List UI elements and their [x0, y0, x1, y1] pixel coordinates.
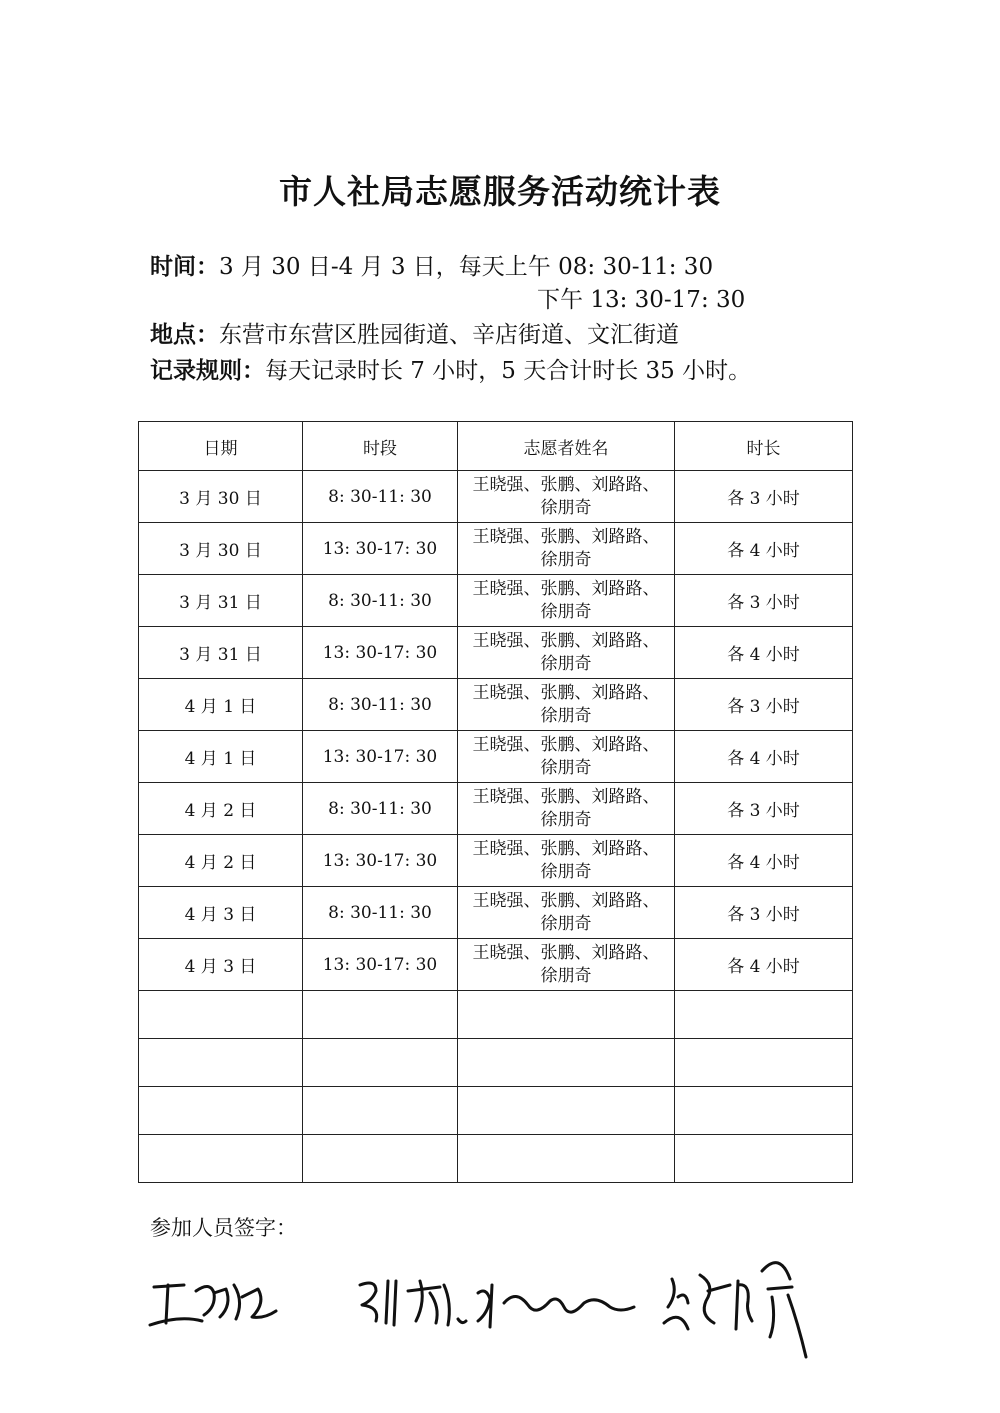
names-line-2: 徐朋奇 — [540, 861, 592, 882]
names-line-2: 徐朋奇 — [540, 913, 592, 934]
cell-date: 4 月 1 日 — [139, 731, 303, 783]
cell-date: 4 月 2 日 — [139, 835, 303, 887]
table-row — [139, 471, 853, 523]
place-value: 东营市东营区胜园街道、辛店街道、文汇街道 — [219, 322, 679, 348]
document-title: 市人社局志愿服务活动统计表 — [279, 172, 721, 211]
cell-names — [458, 575, 675, 627]
cell-names — [458, 835, 675, 887]
table-header-row — [139, 422, 853, 471]
cell-duration: 各 4 小时 — [675, 731, 853, 783]
blank-cell — [675, 1135, 853, 1183]
names-line-2: 徐朋奇 — [540, 549, 592, 570]
time-label: 时间： — [150, 254, 219, 280]
names-line-2: 徐朋奇 — [540, 705, 592, 726]
blank-cell — [675, 1039, 853, 1087]
header-duration: 时长 — [675, 422, 853, 471]
rule-line — [150, 356, 751, 386]
cell-period: 8: 30-11: 30 — [303, 887, 458, 939]
cell-names — [458, 471, 675, 523]
volunteer-stats-table — [138, 421, 853, 1183]
cell-duration: 各 4 小时 — [675, 627, 853, 679]
cell-duration: 各 3 小时 — [675, 887, 853, 939]
cell-duration: 各 3 小时 — [675, 471, 853, 523]
names-line-2: 徐朋奇 — [540, 809, 592, 830]
time-line — [150, 252, 713, 282]
blank-cell — [139, 1135, 303, 1183]
table-row — [139, 887, 853, 939]
names-line-1: 王晓强、张鹏、刘路路、 — [472, 474, 660, 495]
blank-cell — [675, 991, 853, 1039]
cell-period: 13: 30-17: 30 — [303, 523, 458, 575]
names-line-1: 王晓强、张鹏、刘路路、 — [472, 890, 660, 911]
names-line-2: 徐朋奇 — [540, 965, 592, 986]
blank-row — [139, 991, 853, 1039]
cell-period: 8: 30-11: 30 — [303, 679, 458, 731]
names-line-1: 王晓强、张鹏、刘路路、 — [472, 630, 660, 651]
blank-cell — [303, 1087, 458, 1135]
time-value: 3 月 30 日-4 月 3 日，每天上午 08: 30-11: 30 — [219, 254, 714, 280]
table-row — [139, 835, 853, 887]
header-date: 日期 — [139, 422, 303, 471]
names-line-1: 王晓强、张鹏、刘路路、 — [472, 526, 660, 547]
cell-date: 3 月 31 日 — [139, 575, 303, 627]
blank-row — [139, 1039, 853, 1087]
rule-value: 每天记录时长 7 小时，5 天合计时长 35 小时。 — [265, 358, 752, 384]
cell-period: 8: 30-11: 30 — [303, 783, 458, 835]
names-line-1: 王晓强、张鹏、刘路路、 — [472, 838, 660, 859]
cell-duration: 各 3 小时 — [675, 575, 853, 627]
blank-cell — [458, 991, 675, 1039]
cell-period: 8: 30-11: 30 — [303, 575, 458, 627]
signature-2-scribble — [360, 1281, 466, 1325]
cell-duration: 各 4 小时 — [675, 523, 853, 575]
cell-duration: 各 4 小时 — [675, 835, 853, 887]
cell-names — [458, 679, 675, 731]
table-row — [139, 523, 853, 575]
blank-cell — [458, 1135, 675, 1183]
cell-names — [458, 939, 675, 991]
cell-duration: 各 3 小时 — [675, 783, 853, 835]
cell-date: 4 月 3 日 — [139, 887, 303, 939]
blank-cell — [303, 1135, 458, 1183]
cell-period: 13: 30-17: 30 — [303, 627, 458, 679]
names-line-2: 徐朋奇 — [540, 601, 592, 622]
cell-names — [458, 783, 675, 835]
names-line-1: 王晓强、张鹏、刘路路、 — [472, 578, 660, 599]
names-line-1: 王晓强、张鹏、刘路路、 — [472, 786, 660, 807]
names-line-1: 王晓强、张鹏、刘路路、 — [472, 682, 660, 703]
cell-names — [458, 627, 675, 679]
table-row — [139, 575, 853, 627]
blank-cell — [303, 991, 458, 1039]
blank-row — [139, 1135, 853, 1183]
names-line-2: 徐朋奇 — [540, 497, 592, 518]
place-line — [150, 320, 679, 350]
table-row — [139, 731, 853, 783]
time-value-afternoon: 下午 13: 30-17: 30 — [537, 287, 746, 313]
signature-label: 参加人员签字： — [150, 1216, 297, 1240]
blank-cell — [139, 1039, 303, 1087]
names-line-1: 王晓强、张鹏、刘路路、 — [472, 734, 660, 755]
cell-date: 4 月 1 日 — [139, 679, 303, 731]
cell-period: 13: 30-17: 30 — [303, 939, 458, 991]
handwritten-signatures — [140, 1245, 840, 1375]
blank-cell — [458, 1039, 675, 1087]
cell-date: 3 月 30 日 — [139, 471, 303, 523]
header-period: 时段 — [303, 422, 458, 471]
signature-3-scribble — [478, 1285, 634, 1327]
cell-date: 3 月 30 日 — [139, 523, 303, 575]
names-line-1: 王晓强、张鹏、刘路路、 — [472, 942, 660, 963]
blank-cell — [458, 1087, 675, 1135]
signature-1-scribble — [150, 1285, 276, 1325]
blank-cell — [303, 1039, 458, 1087]
cell-duration: 各 4 小时 — [675, 939, 853, 991]
rule-label: 记录规则： — [150, 358, 265, 384]
cell-period: 13: 30-17: 30 — [303, 731, 458, 783]
names-line-2: 徐朋奇 — [540, 757, 592, 778]
cell-period: 13: 30-17: 30 — [303, 835, 458, 887]
blank-cell — [139, 1087, 303, 1135]
table-row — [139, 679, 853, 731]
table-row — [139, 783, 853, 835]
blank-row — [139, 1087, 853, 1135]
table-row — [139, 939, 853, 991]
cell-duration: 各 3 小时 — [675, 679, 853, 731]
cell-date: 4 月 2 日 — [139, 783, 303, 835]
blank-cell — [675, 1087, 853, 1135]
cell-date: 3 月 31 日 — [139, 627, 303, 679]
cell-names — [458, 731, 675, 783]
cell-date: 4 月 3 日 — [139, 939, 303, 991]
cell-names — [458, 523, 675, 575]
names-line-2: 徐朋奇 — [540, 653, 592, 674]
header-names: 志愿者姓名 — [458, 422, 675, 471]
cell-names — [458, 887, 675, 939]
place-label: 地点： — [150, 322, 219, 348]
signature-4-scribble — [664, 1263, 806, 1357]
table-row — [139, 627, 853, 679]
blank-cell — [139, 991, 303, 1039]
cell-period: 8: 30-11: 30 — [303, 471, 458, 523]
